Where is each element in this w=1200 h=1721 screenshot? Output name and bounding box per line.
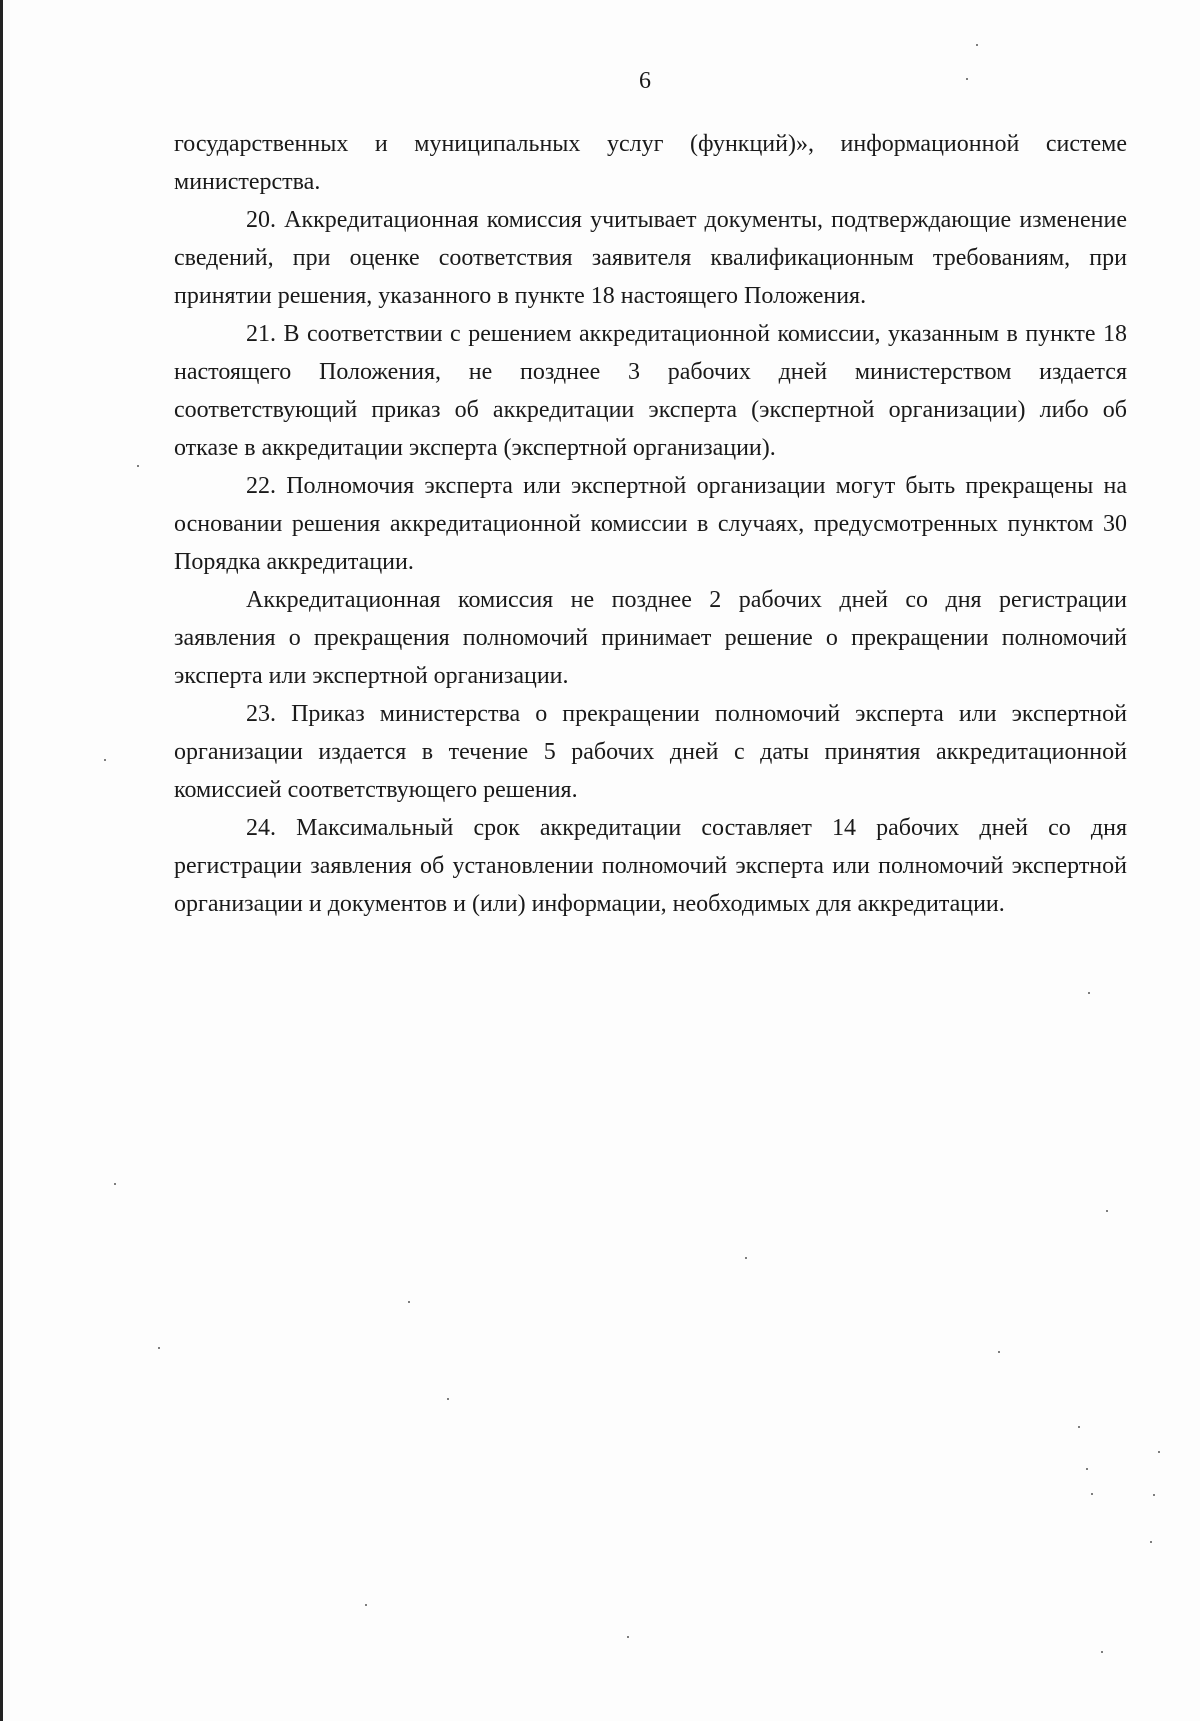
scan-speck xyxy=(966,78,968,80)
scan-speck xyxy=(114,1183,116,1185)
scan-speck xyxy=(1088,992,1090,994)
scan-speck xyxy=(137,465,139,467)
scan-speck xyxy=(1101,1651,1103,1653)
paragraph-24: 24. Максимальный срок аккредитации составляет 14 рабочих дней со дня регистрации заявления об установлении полномочий эксперта или полномочий экспертной организации и документов и (или) информации, необходимых для аккредитации. xyxy=(174,815,1127,917)
paragraph-21: 21. В соответствии с решением аккредитационной комиссии, указанным в пункте 18 настоящего Положения, не позднее 3 рабочих дней министерством издается соответствующий приказ об аккредитации эксперта (экспертной организации) либо об отказе в аккредитации эксперта (экспертной организации). xyxy=(174,321,1127,461)
scan-speck xyxy=(627,1636,629,1638)
scan-speck xyxy=(104,759,106,761)
paragraph-23: 23. Приказ министерства о прекращении полномочий эксперта или экспертной организации издается в течение 5 рабочих дней с даты принятия аккредитационной комиссией соответствующего решения. xyxy=(174,701,1127,803)
scan-speck xyxy=(998,1351,1000,1353)
scan-speck xyxy=(1150,1541,1152,1543)
scan-speck xyxy=(447,1398,449,1400)
scan-speck xyxy=(745,1257,747,1259)
paragraph-22: 22. Полномочия эксперта или экспертной организации могут быть прекращены на основании решения аккредитационной комиссии в случаях, предусмотренных пунктом 30 Порядка аккредитации. xyxy=(174,473,1127,575)
paragraph-20: 20. Аккредитационная комиссия учитывает документы, подтверждающие изменение сведений, при оценке соответствия заявителя квалификационным требованиям, при принятии решения, указанного в пункте 18 настоящего Положения. xyxy=(174,207,1127,309)
page-number: 6 xyxy=(639,68,651,94)
document-body xyxy=(174,125,1127,923)
scan-speck xyxy=(408,1301,410,1303)
scan-speck xyxy=(976,44,978,46)
paragraph-22-commission: Аккредитационная комиссия не позднее 2 рабочих дней со дня регистрации заявления о прекращения полномочий принимает решение о прекращении полномочий эксперта или экспертной организации. xyxy=(174,587,1127,689)
scan-speck xyxy=(1091,1493,1093,1495)
scan-speck xyxy=(1106,1210,1108,1212)
scan-speck xyxy=(158,1347,160,1349)
paragraph-continuation: государственных и муниципальных услуг (функций)», информационной системе министерства. xyxy=(174,131,1127,195)
scan-edge xyxy=(0,0,3,1721)
scan-speck xyxy=(1078,1426,1080,1428)
scan-speck xyxy=(1086,1468,1088,1470)
scan-speck xyxy=(365,1604,367,1606)
scan-speck xyxy=(1153,1494,1155,1496)
scan-speck xyxy=(1158,1451,1160,1453)
